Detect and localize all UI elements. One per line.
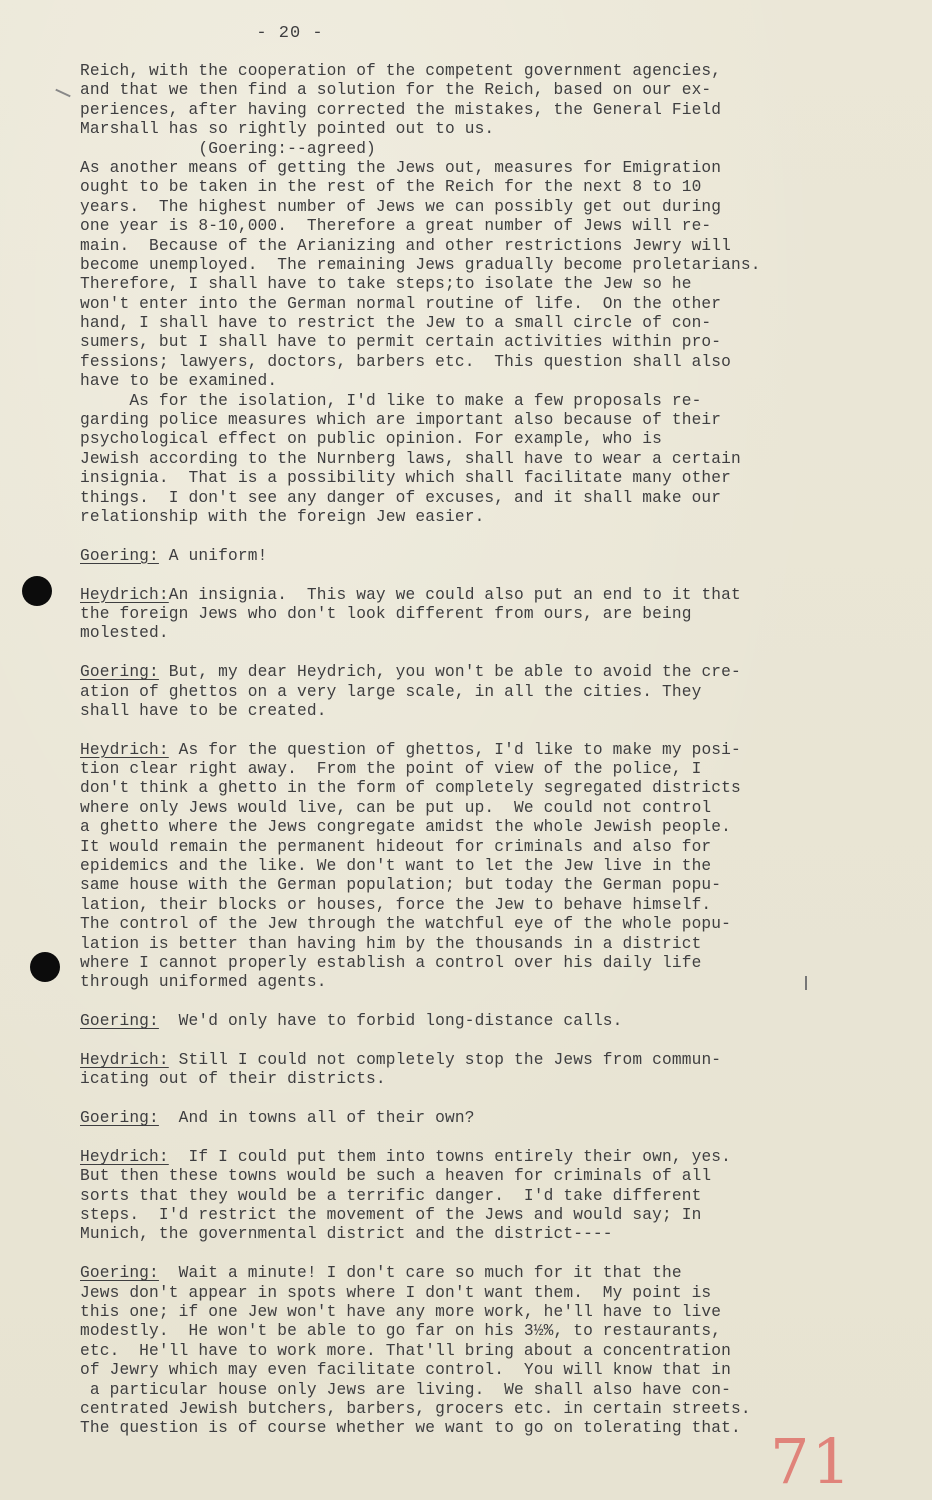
text-line	[80, 295, 880, 314]
line-text: icating out of their districts.	[80, 1070, 386, 1089]
margin-mark	[55, 89, 70, 98]
text-line	[80, 430, 880, 449]
speaker-label: Heydrich:	[80, 740, 169, 759]
line-text: main. Because of the Arianizing and other restrictions Jewry will	[80, 236, 732, 255]
line-text: of Jewry which may even facilitate control. You will know that in	[80, 1361, 732, 1380]
line-text: Munich, the governmental district and the district----	[80, 1225, 613, 1244]
line-text: shall have to be created.	[80, 701, 327, 720]
line-text: tion clear right away. From the point of view of the police, I	[80, 760, 702, 779]
line-text: It would remain the permanent hideout for criminals and also for	[80, 837, 712, 856]
paragraph-gap	[80, 993, 880, 1012]
line-text: As another means of getting the Jews out, measures for Emigration	[80, 158, 722, 177]
line-text: (Goering:--agreed)	[80, 139, 376, 158]
text-line	[80, 702, 880, 721]
line-text: We'd only have to forbid long-distance calls.	[158, 1012, 623, 1031]
dialogue-paragraph	[80, 1264, 880, 1439]
line-text: steps. I'd restrict the movement of the Jews and would say; In	[80, 1206, 702, 1225]
text-line	[80, 1187, 880, 1206]
line-text: ought to be taken in the rest of the Reich for the next 8 to 10	[80, 178, 702, 197]
paragraph-gap	[80, 527, 880, 546]
text-line	[80, 760, 880, 779]
speaker-label: Heydrich:	[80, 1147, 169, 1166]
line-text: An insignia. This way we could also put an end to it that	[168, 585, 741, 604]
text-line	[80, 120, 880, 139]
text-line	[80, 683, 880, 702]
speaker-label: Heydrich:	[80, 585, 169, 604]
line-text: The question is of course whether we want to go on tolerating that.	[80, 1419, 741, 1438]
line-text: sumers, but I shall have to permit certain activities within pro-	[80, 333, 722, 352]
text-line	[80, 140, 880, 159]
line-text: Jews don't appear in spots where I don't want them. My point is	[80, 1283, 712, 1302]
text-line	[80, 1070, 880, 1089]
line-text: lation, their blocks or houses, force the Jew to behave himself.	[80, 895, 712, 914]
line-text: fessions; lawyers, doctors, barbers etc. This question shall also	[80, 352, 732, 371]
line-text: the foreign Jews who don't look different from ours, are being	[80, 604, 692, 623]
text-line	[80, 1361, 880, 1380]
line-text: won't enter into the German normal routine of life. On the other	[80, 294, 722, 313]
text-line	[80, 624, 880, 643]
line-text: epidemics and the like. We don't want to let the Jew live in the	[80, 857, 712, 876]
line-text: But then these towns would be such a heaven for criminals of all	[80, 1167, 712, 1186]
line-text: If I could put them into towns entirely their own, yes.	[168, 1147, 732, 1166]
text-line	[80, 450, 880, 469]
dialogue-paragraph	[80, 586, 880, 644]
line-text: things. I don't see any danger of excuses, and it shall make our	[80, 488, 722, 507]
text-line	[80, 198, 880, 217]
text-line	[80, 1400, 880, 1419]
dialogue-paragraph	[80, 1109, 880, 1128]
text-line	[80, 779, 880, 798]
line-text: a particular house only Jews are living. We shall also have con-	[80, 1380, 732, 1399]
paragraph-gap	[80, 1090, 880, 1109]
text-line	[80, 935, 880, 954]
line-text: relationship with the foreign Jew easier.	[80, 507, 485, 526]
text-line	[80, 1264, 880, 1283]
line-text: As for the isolation, I'd like to make a few proposals re-	[80, 391, 702, 410]
text-line	[80, 81, 880, 100]
line-text: A uniform!	[158, 546, 268, 565]
line-text: this one; if one Jew won't have any more work, he'll have to live	[80, 1303, 722, 1321]
dialogue-paragraph	[80, 1051, 880, 1090]
text-line	[80, 333, 880, 352]
line-text: periences, after having corrected the mistakes, the General Field	[80, 100, 722, 119]
line-text: The control of the Jew through the watchful eye of the whole popu-	[80, 915, 732, 934]
text-line	[80, 1284, 880, 1303]
line-text: lation is better than having him by the thousands in a district	[80, 934, 702, 953]
line-text: through uniformed agents.	[80, 973, 327, 992]
text-line	[80, 818, 880, 837]
text-line	[80, 275, 880, 294]
page-number: - 20 -	[256, 24, 324, 43]
line-text: years. The highest number of Jews we can possibly get out during	[80, 197, 722, 216]
handwritten-page-number: 71	[770, 1425, 853, 1498]
text-line	[80, 1381, 880, 1400]
line-text: etc. He'll have to work more. That'll bring about a concentration	[80, 1341, 732, 1360]
text-line	[80, 547, 880, 566]
line-text: Wait a minute! I don't care so much for it that the	[158, 1264, 682, 1283]
paragraph-gap	[80, 721, 880, 740]
line-text: But, my dear Heydrich, you won't be able to avoid the cre-	[158, 663, 741, 682]
margin-tick	[805, 976, 807, 990]
line-text: garding police measures which are important also because of their	[80, 411, 722, 430]
speaker-label: Heydrich:	[80, 1050, 169, 1069]
text-line	[80, 1109, 880, 1128]
text-line	[80, 489, 880, 508]
line-text: Reich, with the cooperation of the competent government agencies,	[80, 62, 722, 80]
line-text: hand, I shall have to restrict the Jew to a small circle of con-	[80, 314, 712, 333]
line-text: one year is 8-10,000. Therefore a great number of Jews will re-	[80, 217, 712, 236]
text-line	[80, 217, 880, 236]
speech-paragraph	[80, 62, 880, 527]
line-text: Jewish according to the Nurnberg laws, shall have to wear a certain	[80, 449, 741, 468]
dialogue-paragraph	[80, 741, 880, 993]
text-line	[80, 1322, 880, 1341]
text-line	[80, 1419, 880, 1438]
dialogue-paragraph	[80, 663, 880, 721]
text-line	[80, 605, 880, 624]
dialogue-paragraph	[80, 1148, 880, 1245]
text-line	[80, 1051, 880, 1070]
text-line	[80, 314, 880, 333]
text-line	[80, 954, 880, 973]
text-line	[80, 1342, 880, 1361]
text-line	[80, 1303, 880, 1322]
speaker-label: Goering:	[80, 1012, 159, 1031]
text-line	[80, 857, 880, 876]
line-text: And in towns all of their own?	[158, 1109, 475, 1128]
line-text: molested.	[80, 624, 169, 643]
text-line	[80, 915, 880, 934]
text-line	[80, 392, 880, 411]
text-line	[80, 1167, 880, 1186]
line-text: centrated Jewish butchers, barbers, grocers etc. in certain streets.	[80, 1399, 751, 1418]
paragraph-gap	[80, 566, 880, 585]
text-line	[80, 896, 880, 915]
speaker-label: Goering:	[80, 663, 159, 682]
line-text: don't think a ghetto in the form of completely segregated districts	[80, 779, 741, 798]
paragraph-gap	[80, 1245, 880, 1264]
text-line	[80, 741, 880, 760]
text-line	[80, 1012, 880, 1031]
dialogue-paragraph	[80, 547, 880, 566]
line-text: same house with the German population; but today the German popu-	[80, 876, 722, 895]
speaker-label: Goering:	[80, 546, 159, 565]
line-text: Therefore, I shall have to take steps;to isolate the Jew so he	[80, 275, 692, 294]
text-line	[80, 586, 880, 605]
speaker-label: Goering:	[80, 1109, 159, 1128]
line-text: where only Jews would live, can be put up. We could not control	[80, 798, 712, 817]
text-line	[80, 876, 880, 895]
punch-hole-bottom	[30, 952, 60, 982]
line-text: Marshall has so rightly pointed out to us.	[80, 120, 495, 139]
text-line	[80, 1225, 880, 1244]
line-text: ation of ghettos on a very large scale, in all the cities. They	[80, 682, 702, 701]
text-line	[80, 159, 880, 178]
dialogue-paragraph	[80, 1012, 880, 1031]
text-line	[80, 469, 880, 488]
paragraph-gap	[80, 1032, 880, 1051]
text-line	[80, 62, 880, 81]
text-line	[80, 838, 880, 857]
text-line	[80, 372, 880, 391]
line-text: where I cannot properly establish a control over his daily life	[80, 953, 702, 972]
line-text: and that we then find a solution for the Reich, based on our ex-	[80, 81, 712, 100]
paragraph-gap	[80, 1128, 880, 1147]
text-line	[80, 799, 880, 818]
line-text: insignia. That is a possibility which shall facilitate many other	[80, 469, 732, 488]
transcript-body	[80, 62, 880, 1439]
text-line	[80, 508, 880, 527]
text-line	[80, 411, 880, 430]
text-line	[80, 353, 880, 372]
line-text: become unemployed. The remaining Jews gradually become proletarians.	[80, 255, 761, 274]
line-text: psychological effect on public opinion. For example, who is	[80, 430, 662, 449]
text-line	[80, 973, 880, 992]
line-text: a ghetto where the Jews congregate amidst the whole Jewish people.	[80, 818, 732, 837]
line-text: have to be examined.	[80, 372, 278, 391]
text-line	[80, 663, 880, 682]
line-text: sorts that they would be a terrific danger. I'd take different	[80, 1186, 702, 1205]
text-line	[80, 101, 880, 120]
text-line	[80, 1148, 880, 1167]
text-line	[80, 256, 880, 275]
line-text: modestly. He won't be able to go far on his 3½%, to restaurants,	[80, 1322, 722, 1341]
text-line	[80, 178, 880, 197]
paragraph-gap	[80, 644, 880, 663]
text-line	[80, 237, 880, 256]
punch-hole-top	[22, 576, 52, 606]
line-text: Still I could not completely stop the Jews from commun-	[168, 1050, 722, 1069]
line-text: As for the question of ghettos, I'd like to make my posi-	[168, 740, 741, 759]
speaker-label: Goering:	[80, 1264, 159, 1283]
text-line	[80, 1206, 880, 1225]
